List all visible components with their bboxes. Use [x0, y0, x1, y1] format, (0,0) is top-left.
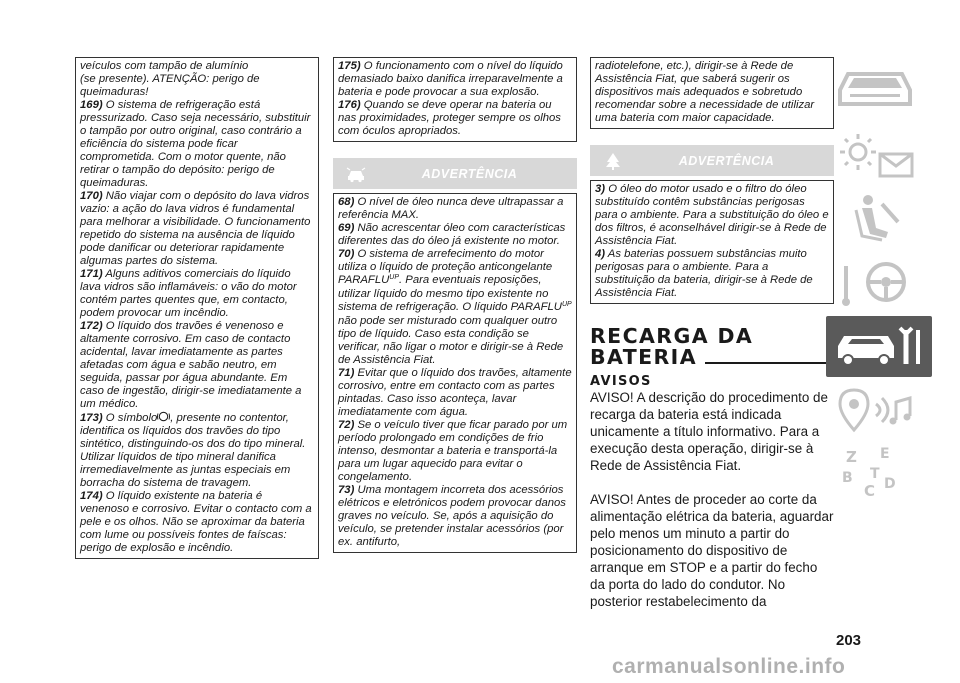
note-170: 170) Não viajar com o depósito do lava vidros vazio: a ação do lava vidros é fundamental para melhorar a visibilidade. O funcionamento repetido do sistema na ausência de líquido pode danificar ou deteriorar rapidamente algumas partes do sistema.: [80, 190, 311, 267]
media-nav-icon: [826, 380, 932, 441]
brake-fluid-symbol-icon: [157, 412, 170, 424]
tab-driving[interactable]: [826, 252, 932, 313]
index-letter-d: D: [884, 476, 896, 492]
column-3: [590, 57, 834, 610]
section-title-line-1: RECARGA DA: [590, 324, 754, 348]
continued-line: (se presente). ATENÇÃO: perigo de: [80, 73, 260, 85]
index-letter-b: B: [842, 470, 853, 486]
note-173: 173) O símbolo , presente no contentor, identifica os líquidos dos travões do tipo sintético, distinguindo-os dos do tipo mineral. Utilizar líquidos de tipo mineral danifica irremediavelmente as juntas especiais em borracha do sistema de travagem.: [80, 412, 306, 489]
note-72: 72) Se o veículo tiver que ficar parado por um período prolongado em condições de frio intenso, desmontar a bateria e transportá-la para um lugar aquecido para evitar o congelamento.: [338, 419, 568, 483]
paragraph-2: AVISO! Antes de proceder ao corte da alimentação elétrica da bateria, aguardar pelo menos um minuto a partir do posicionamento do dispositivo de arranque em STOP e a partir do fecho da porta do lado do condutor. No posterior restabelecimento da: [590, 492, 834, 609]
column-1: [75, 57, 319, 559]
section-title-line-2: BATERIA: [590, 345, 697, 369]
steering-tools-icon: [826, 252, 932, 313]
tab-maintenance-active[interactable]: [826, 316, 932, 377]
index-letter-e: E: [880, 446, 890, 462]
note-71: 71) Evitar que o líquido dos travões, altamente corrosivo, entre em contacto com as partes pintadas. Caso isso aconteça, lavar imediatamente com água.: [338, 367, 572, 418]
paragraph-1: AVISO! A descrição do procedimento de recarga da bateria está indicada unicamente a título informativo. Para a execução desta operação, dirigir-se à Rede de Assistência Fiat.: [590, 390, 828, 473]
note-174: 174) O líquido existente na bateria é venenoso e corrosivo. Evitar o contacto com a pele e os olhos. Não se aproximar da bateria com lume ou possíveis fontes de faíscas: perigo de explosão e incêndio.: [80, 490, 312, 554]
index-letter-t: T: [870, 466, 880, 482]
chapter-index-sidebar: [826, 60, 932, 508]
advertencia-header: [333, 158, 577, 189]
advertencia-notes-box: [333, 193, 577, 553]
continued-line: veículos com tampão de alumínio: [80, 60, 249, 72]
note-3: 3) O óleo do motor usado e o filtro do óleo substituído contêm substâncias perigosas para o ambiente. Para a substituição do óleo e dos filtros, é aconselhável dirigir-se à Rede de Assistência Fiat.: [595, 183, 829, 247]
note-73: 73) Uma montagem incorreta dos acessórios elétricos e eletrónicos podem provocar danos graves no veículo. Se, após a aquisição do veículo, se pretender instalar acessórios (por ex. antifurto,: [338, 484, 566, 548]
note-171: 171) Alguns aditivos comerciais do líquido lava vidros são inflamáveis: o vão do motor contém partes quentes que, em contacto, podem provocar um incêndio.: [80, 268, 297, 319]
note-68: 68) O nível de óleo nunca deve ultrapassar a referência MAX.: [338, 196, 564, 221]
car-wrench-icon: [826, 316, 932, 377]
column-2: [333, 57, 577, 553]
index-letter-c: C: [864, 482, 876, 500]
advertencia-title-2: ADVERTÊNCIA: [678, 154, 775, 168]
lights-mail-icon: [826, 124, 932, 185]
note-69: 69) Não acrescentar óleo com características diferentes das do óleo já existente no motor.: [338, 222, 566, 247]
index-letter-z: Z: [846, 448, 857, 466]
note-4: 4) As baterias possuem substâncias muito perigosas para o ambiente. Para a substituição da bateria, dirigir-se à Rede de Assistência Fiat.: [595, 248, 813, 299]
note-70: 70) O sistema de arrefecimento do motor utiliza o líquido de proteção anticongelante $PARAFLU^{UP}$. Para eventuais reposições, utilizar líquido do mesmo tipo existente no sistema de refrigeração. O líquido $PARAFLU^{UP}$ não pode ser misturado com qualquer outro tipo de líquido. Caso esta condição se verificar, não ligar o motor e dirigir-se à Rede de Assistência Fiat.: [338, 248, 572, 366]
tab-index[interactable]: [826, 444, 932, 505]
warning-notes-box-continued: [590, 57, 834, 129]
note-176: 176) Quando se deve operar na bateria ou nas proximidades, proteger sempre os olhos com óculos apropriados.: [338, 99, 561, 137]
note-172: 172) O líquido dos travões é venenoso e altamente corrosivo. Em caso de contacto acidental, lavar imediatamente as partes afetadas com água e sabão neutro, em seguida, passar por água abundante. Em caso de ingestão, dirigir-se imediatamente a um médico.: [80, 320, 302, 410]
warning-notes-box: [75, 57, 319, 559]
note-169: 169) O sistema de refrigeração está pressurizado. Caso seja necessário, substituir o tampão por outro original, caso contrário a eficiência do sistema pode ficar comprometida. Com o motor quente, não retirar o tampão do depósito: perigo de queimaduras.: [80, 99, 311, 189]
tab-dashboard[interactable]: [826, 60, 932, 121]
advertencia-notes-box-2: [590, 180, 834, 304]
tab-safety[interactable]: [826, 188, 932, 249]
advertencia-header-2: [590, 145, 834, 176]
note-175: 175) O funcionamento com o nível do líquido demasiado baixo danifica irreparavelmente a bateria e pode provocar a sua explosão.: [338, 60, 563, 98]
tab-multimedia[interactable]: [826, 380, 932, 441]
index-letters-icon: [826, 444, 932, 505]
title-rule: [705, 362, 834, 364]
footer-watermark: carmanualsonline.info: [612, 655, 846, 678]
page-number: 203: [836, 632, 862, 649]
advertencia-title: ADVERTÊNCIA: [421, 167, 518, 181]
tab-lights[interactable]: [826, 124, 932, 185]
subsection-title: AVISOS: [590, 374, 652, 389]
airbag-seat-icon: [826, 188, 932, 249]
car-dashboard-icon: [826, 60, 932, 121]
section-title-row: [590, 347, 834, 368]
warning-notes-box-top: [333, 57, 577, 142]
note-73-continued: radiotelefone, etc.), dirigir-se à Rede de Assistência Fiat, que saberá sugerir os dispositivos mais adequados e sobretudo recomendar sobre a necessidade de utilizar uma bateria com maior capacidade.: [595, 60, 815, 124]
continued-line: queimaduras!: [80, 86, 149, 98]
